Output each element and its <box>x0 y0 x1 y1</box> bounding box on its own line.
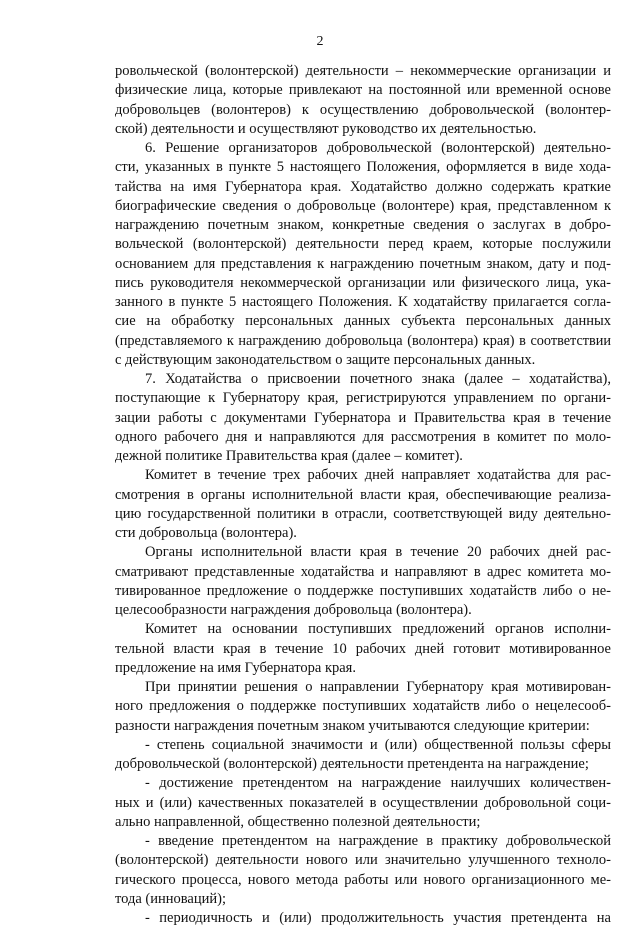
text-line: гического процесса, нового метода работы или нового организационного ме- <box>115 871 611 888</box>
document-body <box>115 62 611 928</box>
text-line: тода (инноваций); <box>115 890 227 907</box>
text-line: зации работы с документами Губернатора и Правительства края в течение <box>115 409 611 426</box>
text-line: физические лица, которые привлекают на постоянной или временной основе <box>115 82 611 99</box>
text-line: пись руководителя некоммерческой организации или физического лица, ука- <box>115 274 611 291</box>
text-line: цию государственной политики в отрасли, соответствующей виду деятельно- <box>115 505 611 522</box>
text-line: Комитет в течение трех рабочих дней направляет ходатайства для рас- <box>145 467 611 484</box>
text-line: одного рабочего дня и направляются для рассмотрения в комитет по моло- <box>115 428 611 445</box>
text-line: 6. Решение организаторов добровольческой (волонтерской) деятельно- <box>145 140 611 156</box>
text-line: Комитет на основании поступивших предложений органов исполни- <box>145 621 611 638</box>
text-line: предложение на имя Губернатора края. <box>115 659 356 676</box>
text-line: сти, указанных в пункте 5 настоящего Положения, оформляется в виде хода- <box>115 159 611 176</box>
text-line: ровольческой (волонтерской) деятельности – некоммерческие организации и <box>115 63 611 79</box>
text-line: добровольческой (волонтерской) деятельности претендента на награждение; <box>115 756 589 772</box>
text-line: смотрения в органы исполнительной власти края, обеспечивающие реализа- <box>115 486 611 503</box>
text-line: - достижение претендентом на награждение наилучших количествен- <box>145 775 611 792</box>
text-line: (волонтерской) деятельности нового или значительно улучшенного техноло- <box>115 852 611 869</box>
text-line: сие на обработку персональных данных субъекта персональных данных <box>115 313 611 330</box>
text-line: ных и (или) качественных показателей в осуществлении добровольной соци- <box>115 794 611 811</box>
text-line: тивированное предложение о поддержке поступивших ходатайств либо о не- <box>115 582 611 599</box>
text-line: тайства на имя Губернатора края. Ходатайство должно содержать краткие <box>115 178 611 195</box>
text-line: награждению почетным знаком, конкретные сведения о заслугах в добро- <box>115 217 611 233</box>
text-line: с действующим законодательством о защите персональных данных. <box>115 351 536 368</box>
text-line: При принятии решения о направлении Губернатору края мотивирован- <box>145 679 611 695</box>
text-line: 7. Ходатайства о присвоении почетного знака (далее – ходатайства), <box>145 371 611 387</box>
text-line: - степень социальной значимости и (или) общественной пользы сферы <box>145 736 611 753</box>
text-line: добровольцев (волонтеров) к осуществлению добровольческой (волонтер- <box>115 101 611 118</box>
text-line: тельной власти края в течение 10 рабочих дней готовит мотивированное <box>115 640 611 657</box>
text-line: сматривают представленные ходатайства и направляют в адрес комитета мо- <box>115 563 611 580</box>
text-line: - периодичность и (или) продолжительность участия претендента на <box>145 910 611 926</box>
text-line: сти добровольца (волонтера). <box>115 525 297 541</box>
text-line: разности награждения почетным знаком учитываются следующие критерии: <box>115 717 590 734</box>
text-line: биографические сведения о добровольце (волонтере) края, представленном к <box>115 197 611 214</box>
text-line: занного в пункте 5 настоящего Положения. К ходатайству прилагается согла- <box>115 294 611 310</box>
text-line: ного предложения о поддержке поступивших ходатайств либо о нецелесооб- <box>115 698 611 715</box>
text-line: вольческой (волонтерской) деятельности перед краем, которые послужили <box>115 236 611 253</box>
text-line: целесообразности награждения добровольца (волонтера). <box>115 602 472 618</box>
text-line: Органы исполнительной власти края в течение 20 рабочих дней рас- <box>145 544 611 561</box>
text-line: основанием для представления к награждению почетным знаком, дату и под- <box>115 255 611 272</box>
text-line: ской) деятельности и осуществляют руководство их деятельностью. <box>115 120 537 137</box>
page-number: 2 <box>316 34 324 49</box>
text-line: дежной политике Правительства края (далее – комитет). <box>115 448 463 464</box>
text-line: поступающие к Губернатору края, регистрируются управлением по органи- <box>115 390 611 407</box>
text-line: - введение претендентом на награждение в практику добровольческой <box>145 833 611 849</box>
text-line: ально направленной, общественно полезной деятельности; <box>115 813 481 830</box>
text-line: (представляемого к награждению добровольца (волонтера) края) в соответствии <box>115 332 611 349</box>
